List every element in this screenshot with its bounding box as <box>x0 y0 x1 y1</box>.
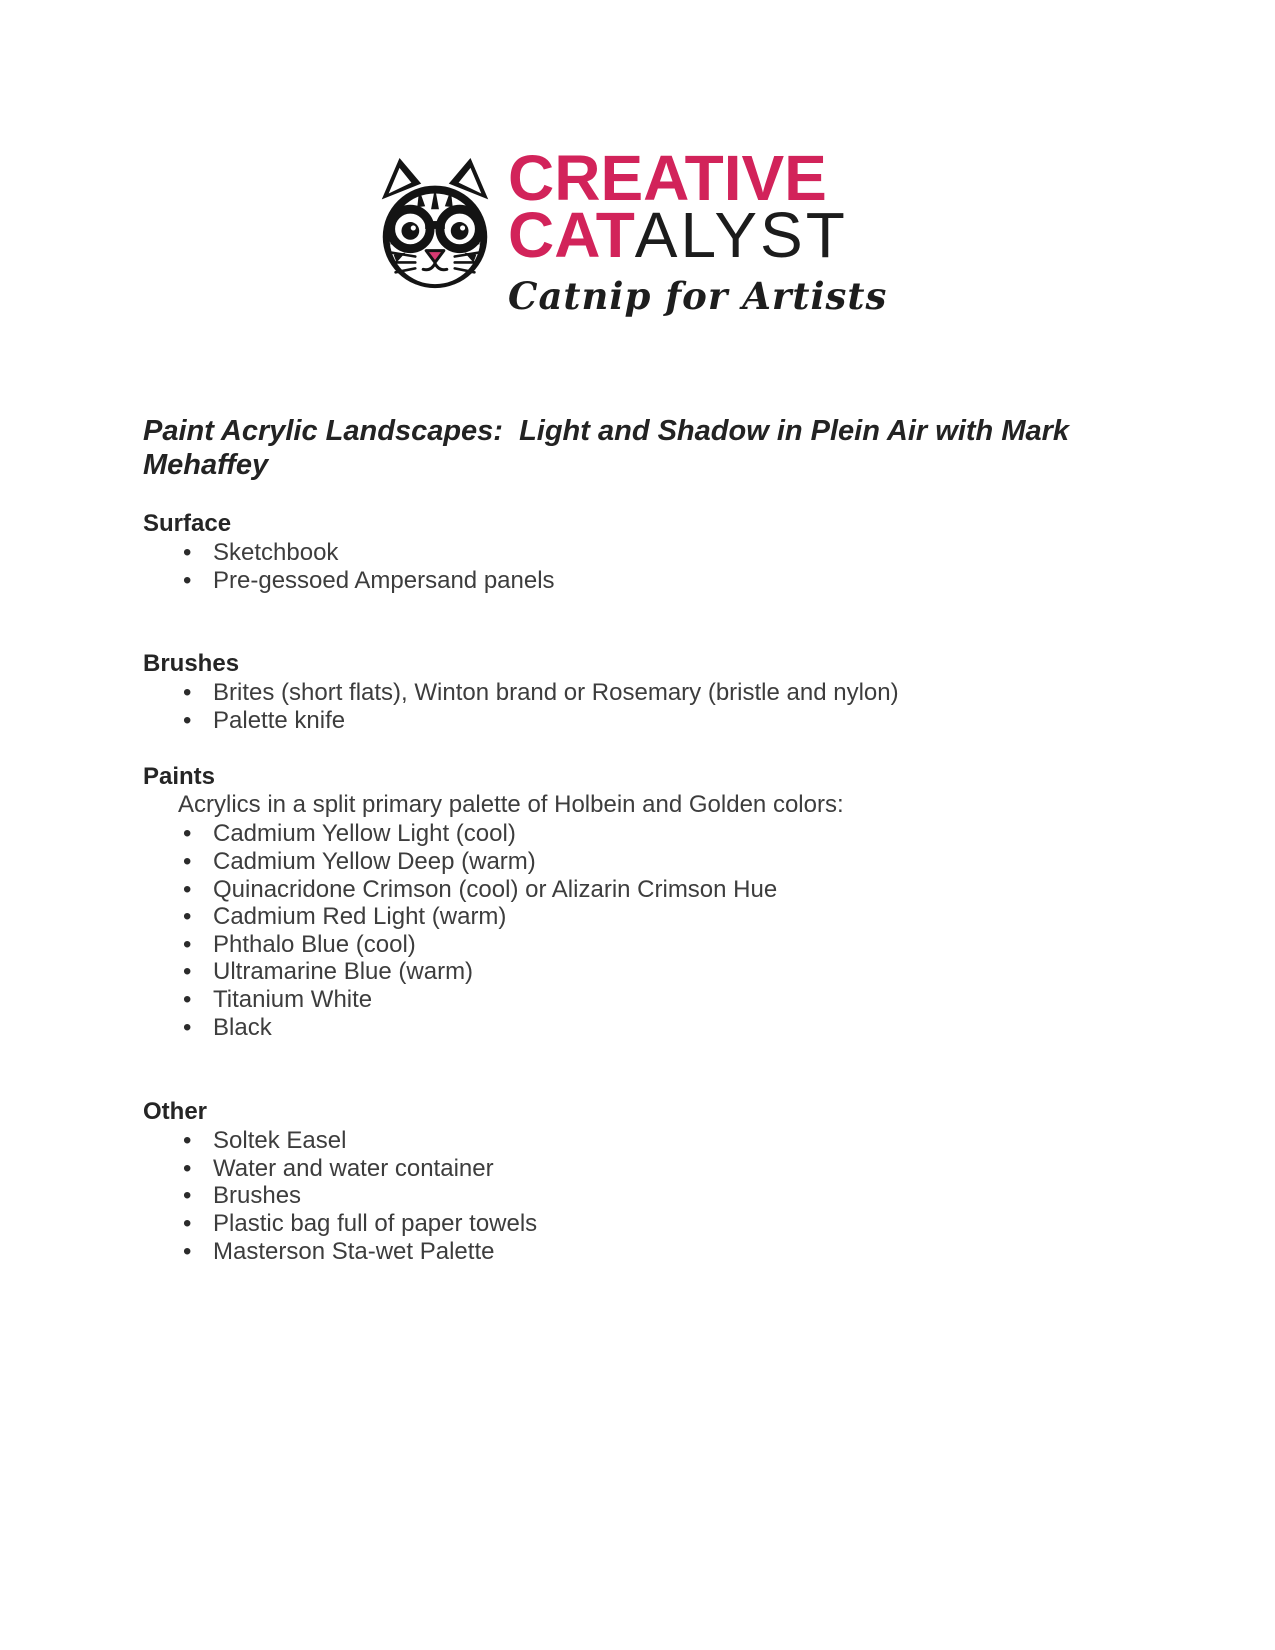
list-item: • Pre-gessoed Ampersand panels <box>143 567 1175 595</box>
brand-line-catalyst <box>508 199 887 271</box>
section-other <box>143 1098 1175 1265</box>
document-content <box>0 414 1275 1265</box>
section-heading-paints: Paints <box>143 763 216 791</box>
list-item: • Cadmium Yellow Deep (warm) <box>143 848 1175 876</box>
brushes-list <box>143 679 1175 734</box>
list-item: • Masterson Sta-wet Palette <box>143 1238 1175 1266</box>
list-item: • Palette knife <box>143 707 1175 735</box>
paints-intro: Acrylics in a split primary palette of Holbein and Golden colors: <box>178 791 844 819</box>
list-item: • Ultramarine Blue (warm) <box>143 958 1175 986</box>
list-item: • Sketchbook <box>143 539 1175 567</box>
brand-tagline: Catnip for Artists <box>508 274 888 318</box>
cat-with-glasses-icon <box>366 154 504 296</box>
list-item: • Quinacridone Crimson (cool) or Alizarin Crimson Hue <box>143 876 1175 904</box>
list-item: • Cadmium Red Light (warm) <box>143 903 1175 931</box>
list-item: • Soltek Easel <box>143 1127 1175 1155</box>
paints-list <box>143 820 1175 1041</box>
list-item: • Brushes <box>143 1182 1175 1210</box>
section-heading-surface: Surface <box>143 510 232 537</box>
list-item: • Phthalo Blue (cool) <box>143 931 1175 959</box>
course-title: Paint Acrylic Landscapes: Light and Shadow in Plein Air with Mark Mehaffey <box>143 415 1078 481</box>
section-heading-other: Other <box>143 1098 208 1126</box>
section-brushes <box>143 650 1175 734</box>
list-item: • Black <box>143 1014 1175 1042</box>
list-item: • Cadmium Yellow Light (cool) <box>143 820 1175 848</box>
section-surface <box>143 510 1175 594</box>
surface-list <box>143 539 1175 594</box>
creative-catalyst-logo <box>366 0 887 318</box>
section-paints <box>143 763 1175 1041</box>
brand-text-cat: CAT <box>508 199 635 271</box>
list-item: • Plastic bag full of paper towels <box>143 1210 1175 1238</box>
brand-text-creative: CREATIVE <box>508 142 827 214</box>
list-item: • Titanium White <box>143 986 1175 1014</box>
list-item: • Water and water container <box>143 1155 1175 1183</box>
brand-text-alyst: ALYST <box>634 199 848 271</box>
section-heading-brushes: Brushes <box>143 650 240 678</box>
other-list <box>143 1127 1175 1265</box>
list-item: • Brites (short flats), Winton brand or Rosemary (bristle and nylon) <box>143 679 1175 707</box>
brand-wordmark <box>508 142 888 318</box>
